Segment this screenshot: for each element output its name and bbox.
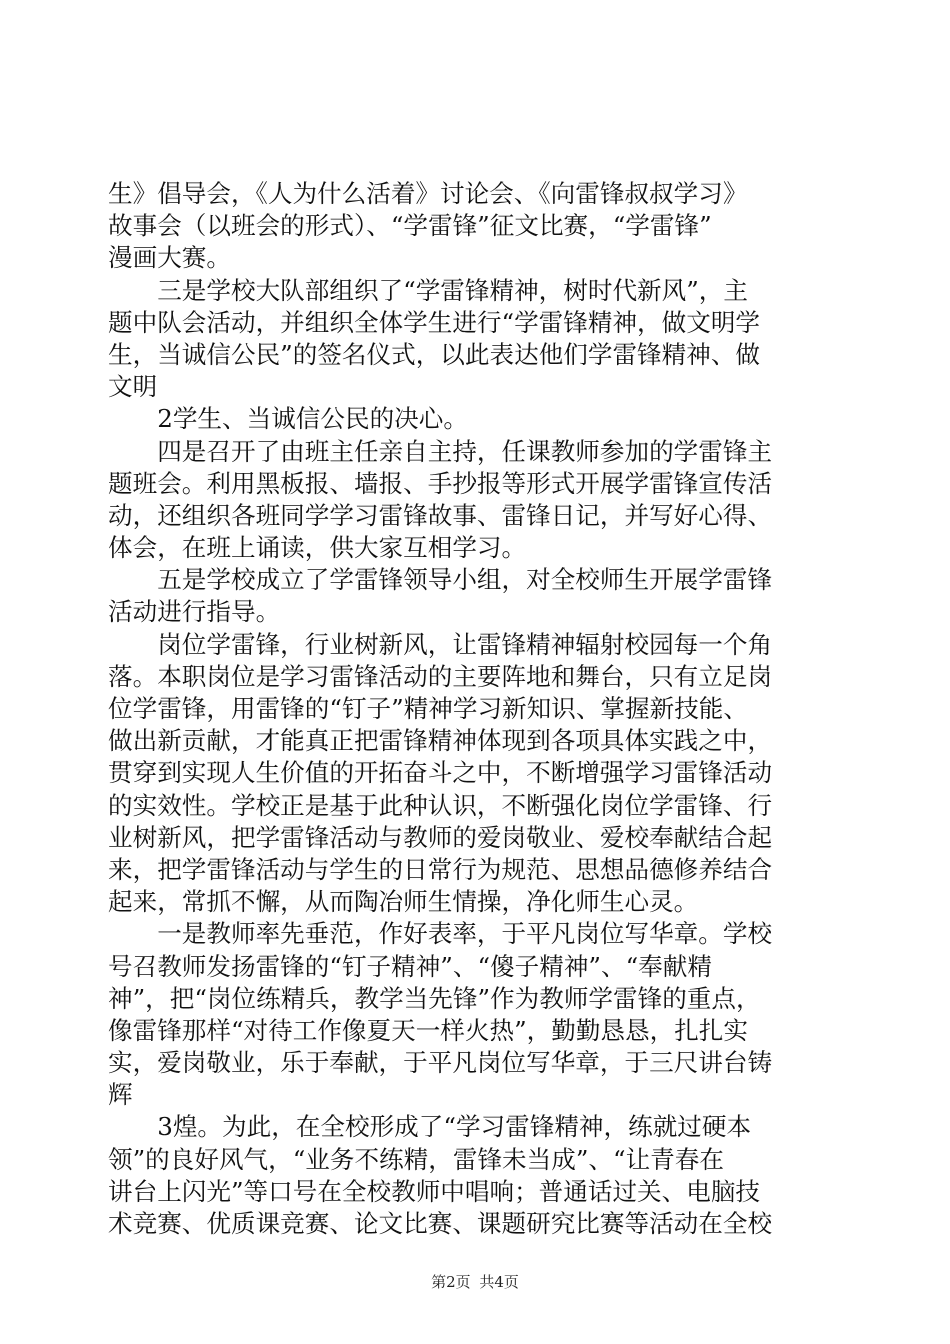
text-line: 漫画大赛。 [108,243,231,273]
text-line: 像雷锋那样“对待工作像夏天一样火热”，勤勤恳恳，扎扎实 [108,1015,748,1045]
text-line: 领”的良好风气，“业务不练精，雷锋未当成”、“让青春在 [108,1144,724,1174]
text-line: 一是教师率先垂范，作好表率，于平凡岗位写华章。学校 [108,919,773,949]
text-line: 落。本职岗位是学习雷锋活动的主要阵地和舞台，只有立足岗 [108,661,773,691]
text-line: 文明 [108,372,158,402]
text-line: 生》倡导会，《人为什么活着》讨论会、《向雷锋叔叔学习》 [108,179,748,208]
text-line: 做出新贡献，才能真正把雷锋精神体现到各项具体实践之中， [108,726,773,756]
text-line: 岗位学雷锋，行业树新风，让雷锋精神辐射校园每一个角 [108,629,773,659]
text-line: 五是学校成立了学雷锋领导小组，对全校师生开展学雷锋 [108,565,773,595]
text-line: 来，把学雷锋活动与学生的日常行为规范、思想品德修养结合 [108,854,773,884]
text-line: 3煌。为此，在全校形成了“学习雷锋精神，练就过硬本 [108,1112,752,1142]
text-line: 题中队会活动，并组织全体学生进行“学雷锋精神，做文明学 [108,307,761,337]
text-line: 贯穿到实现人生价值的开拓奋斗之中，不断增强学习雷锋活动 [108,758,773,788]
text-line: 故事会（以班会的形式）、“学雷锋”征文比赛，“学雷锋” [108,211,712,241]
text-line: 三是学校大队部组织了“学雷锋精神，树时代新风”，主 [108,275,748,305]
text-line: 号召教师发扬雷锋的“钉子精神”、“傻子精神”、“奉献精 [108,951,712,981]
text-line: 的实效性。学校正是基于此种认识，不断强化岗位学雷锋、行 [108,790,773,820]
text-line: 题班会。利用黑板报、墙报、手抄报等形式开展学雷锋宣传活 [108,468,773,498]
page-total: 共4页 [479,1273,519,1291]
page-number: 第2页 [431,1273,471,1291]
text-line: 2学生、当诚信公民的决心。 [108,404,468,434]
text-line: 动，还组织各班同学学习雷锋故事、雷锋日记，并写好心得、 [108,500,773,530]
text-line: 四是召开了由班主任亲自主持，任课教师参加的学雷锋主 [108,436,773,466]
text-line: 活动进行指导。 [108,597,281,627]
text-line: 体会，在班上诵读，供大家互相学习。 [108,533,527,563]
page-footer [0,1272,950,1292]
text-line: 神”，把“岗位练精兵，教学当先锋”作为教师学雷锋的重点， [108,983,761,1013]
text-line: 讲台上闪光”等口号在全校教师中唱响；普通话过关、电脑技 [108,1176,761,1206]
text-line: 起来，常抓不懈，从而陶冶师生情操，净化师生心灵。 [108,887,699,917]
text-line: 术竞赛、优质课竞赛、论文比赛、课题研究比赛等活动在全校 [108,1209,773,1238]
text-line: 生，当诚信公民”的签名仪式，以此表达他们学雷锋精神、做 [108,339,761,369]
text-line: 辉 [108,1080,133,1110]
body-text [108,178,836,1240]
text-line: 业树新风，把学雷锋活动与教师的爱岗敬业、爱校奉献结合起 [108,822,773,852]
text-line: 位学雷锋，用雷锋的“钉子”精神学习新知识、掌握新技能、 [108,694,748,723]
text-line: 实，爱岗敬业，乐于奉献，于平凡岗位写华章，于三尺讲台铸 [108,1048,773,1078]
